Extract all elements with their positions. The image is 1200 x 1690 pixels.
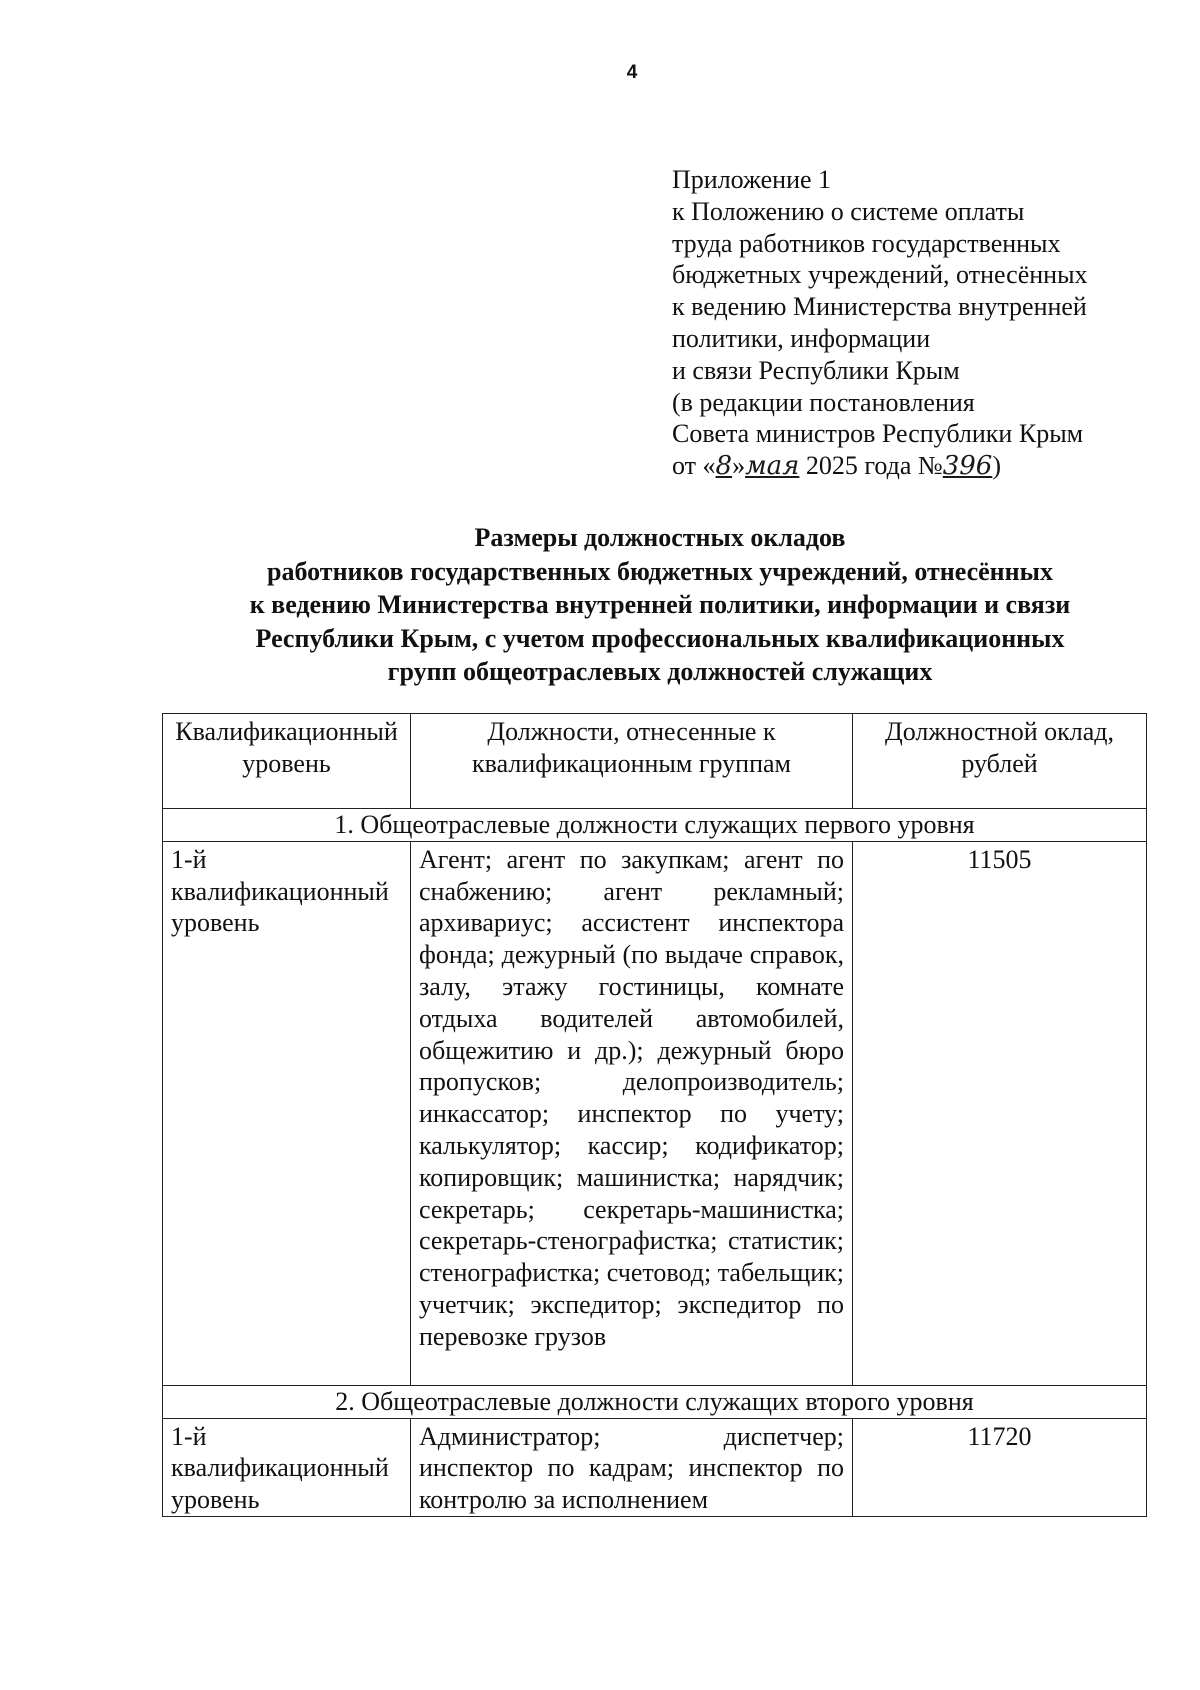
title-line: Размеры должностных окладов — [474, 523, 846, 552]
title-line: к ведению Министерства внутренней политики, информации и связи — [249, 590, 1071, 619]
appendix-line: к ведению Министерства внутренней — [672, 292, 1087, 322]
appendix-line: бюджетных учреждений, отнесённых — [672, 260, 1088, 290]
appendix-line: труда работников государственных — [672, 228, 1061, 258]
appendix-line: к Положению о системе оплаты — [672, 196, 1025, 226]
appendix-line: и связи Республики Крым — [672, 355, 960, 385]
section-row — [163, 809, 1147, 842]
positions-cell: Агент; агент по закупкам; агент по снабжению; агент рекламный; архивариус; ассистент инспектора фонда; дежурный (по выдаче справок, залу, этажу гостиницы, комнате отдыха водителей автомобилей, общежитию и др.); дежурный бюро пропусков; делопроизводитель; инкассатор; инспектор по учету; калькулятор; кассир; кодификатор; копировщик; машинистка; нарядчик; секретарь; секретарь-машинистка; секретарь-стенографистка; статистик; стенографистка; счетовод; табельщик; учетчик; экспедитор; экспедитор по перевозке грузов — [411, 841, 853, 1385]
appendix-line: политики, информации — [672, 323, 931, 353]
salary-table — [162, 713, 1147, 1517]
header-cell: Квалификационный уровень — [163, 714, 411, 809]
salary-cell: 11720 — [853, 1418, 1147, 1516]
appendix-line: Совета министров Республики Крым — [672, 419, 1084, 449]
header-cell: Должности, отнесенные к квалификационным группам — [411, 714, 853, 809]
handwritten-number: 396 — [942, 451, 993, 482]
section-row — [163, 1385, 1147, 1418]
table-row — [163, 1418, 1147, 1516]
salary-cell: 11505 — [853, 841, 1147, 1385]
appendix-date-line — [672, 450, 1172, 483]
date-year: 2025 года № — [805, 451, 943, 481]
date-prefix: от « — [672, 451, 716, 481]
header-cell: Должностной оклад, рублей — [853, 714, 1147, 809]
title-line: работников государственных бюджетных учреждений, отнесённых — [267, 556, 1053, 586]
level-cell: 1-й квалификационный уровень — [163, 841, 411, 1385]
level-cell: 1-й квалификационный уровень — [163, 1418, 411, 1516]
table-header-row — [163, 714, 1147, 809]
title-line: групп общеотраслевых должностей служащих — [387, 657, 933, 686]
page-number: 4 — [626, 62, 638, 83]
title-line: Республики Крым, с учетом профессиональных квалификационных — [255, 623, 1065, 653]
document-title — [150, 521, 1170, 689]
handwritten-month: мая — [745, 451, 800, 482]
positions-cell: Администратор; диспетчер; инспектор по кадрам; инспектор по контролю за исполнением — [411, 1418, 853, 1516]
date-suffix: ) — [992, 451, 1002, 481]
section-title: 1. Общеотраслевые должности служащих первого уровня — [163, 809, 1147, 842]
handwritten-day: 8 — [715, 451, 733, 482]
appendix-line: (в редакции постановления — [672, 387, 975, 417]
appendix-line: Приложение 1 — [672, 165, 832, 194]
date-mid: » — [732, 451, 746, 481]
appendix-block — [672, 164, 1172, 483]
table-row — [163, 841, 1147, 1385]
section-title: 2. Общеотраслевые должности служащих второго уровня — [163, 1385, 1147, 1418]
